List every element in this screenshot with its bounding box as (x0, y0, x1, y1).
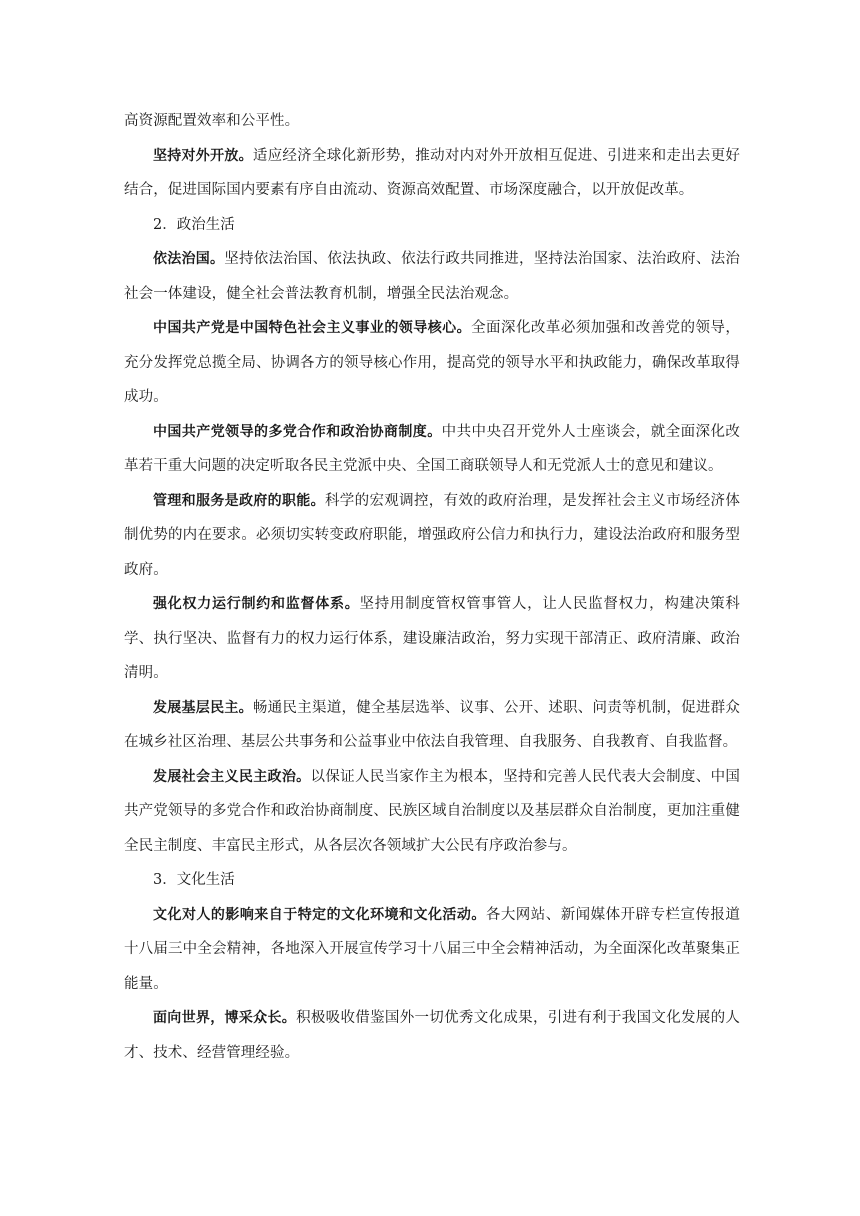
paragraph-body: 全面深化改革必须加强和改善党的领导，充分发挥党总揽全局、协调各方的领导核心作用，提高党的领导水平和执政能力，确保改革取得成功。 (124, 320, 740, 405)
paragraph-lead: 依法治国。 (153, 251, 225, 267)
paragraph-lead: 发展社会主义民主政治。 (153, 768, 311, 785)
paragraph-body: 科学的宏观调控，有效的政府治理，是发挥社会主义市场经济体制优势的内在要求。必须切实转变政府职能，增强政府公信力和执行力，建设法治政府和服务型政府。 (124, 492, 740, 578)
paragraph-body: 适应经济全球化新形势，推动对内对外开放相互促进、引进来和走出去更好结合，促进国际国内要素有序自由流动、资源高效配置、市场深度融合，以开放促改革。 (124, 147, 741, 198)
paragraph-body: 各大网站、新闻媒体开辟专栏宣传报道十八届三中全会精神，各地深入开展宣传学习十八届三中全会精神活动，为全面深化改革聚集正能量。 (124, 906, 740, 992)
paragraph-body: 以保证人民当家作主为根本，坚持和完善人民代表大会制度、中国共产党领导的多党合作和政治协商制度、民族区域自治制度以及基层群众自治制度，更加注重健全民主制度、丰富民主形式，从各层次各领域扩大公民有序政治参与。 (124, 768, 740, 854)
paragraph-cultural-influence (124, 898, 740, 1002)
paragraph-opening-up (124, 139, 740, 208)
paragraph-rule-of-law (124, 242, 740, 311)
paragraph-body: 高资源配置效率和公平性。 (124, 113, 300, 129)
paragraph-lead: 坚持对外开放。 (153, 147, 253, 164)
paragraph-socialist-democracy (124, 760, 740, 864)
paragraph-government-functions (124, 484, 740, 588)
section-heading-politics (124, 208, 740, 243)
section-heading-culture (124, 863, 740, 898)
paragraph-body: 坚持依法治国、依法执政、依法行政共同推进，坚持法治国家、法治政府、法治社会一体建设，健全社会普法教育机制，增强全民法治观念。 (124, 251, 741, 302)
paragraph-power-supervision (124, 587, 740, 691)
paragraph-party-leadership (124, 311, 740, 415)
paragraph-grassroots-democracy (124, 691, 740, 760)
paragraph-continuation (124, 104, 740, 139)
paragraph-world-learning (124, 1001, 740, 1070)
paragraph-body: 畅通民主渠道，健全基层选举、议事、公开、述职、问责等机制，促进群众在城乡社区治理、基层公共事务和公益事业中依法自我管理、自我服务、自我教育、自我监督。 (124, 699, 741, 750)
paragraph-lead: 面向世界，博采众长。 (153, 1010, 297, 1026)
paragraph-lead: 管理和服务是政府的职能。 (153, 492, 325, 509)
paragraph-lead: 发展基层民主。 (153, 699, 253, 716)
paragraph-lead: 中国共产党是中国特色社会主义事业的领导核心。 (153, 320, 472, 336)
paragraph-lead: 文化对人的影响来自于特定的文化环境和文化活动。 (153, 906, 486, 923)
paragraph-multiparty-cooperation (124, 415, 740, 484)
paragraph-lead: 强化权力运行制约和监督体系。 (153, 596, 360, 612)
paragraph-body: 中共中央召开党外人士座谈会，就全面深化改革若干重大问题的决定听取各民主党派中央、全国工商联领导人和无党派人士的意见和建议。 (124, 423, 741, 474)
document-page (124, 104, 740, 1070)
paragraph-body: 坚持用制度管权管事管人，让人民监督权力，构建决策科学、执行坚决、监督有力的权力运行体系，建设廉洁政治，努力实现干部清正、政府清廉、政治清明。 (124, 596, 740, 681)
section-heading-text: 2．政治生活 (153, 216, 235, 233)
paragraph-body: 积极吸收借鉴国外一切优秀文化成果，引进有利于我国文化发展的人才、技术、经营管理经验。 (124, 1010, 741, 1061)
paragraph-lead: 中国共产党领导的多党合作和政治协商制度。 (153, 423, 442, 440)
section-heading-text: 3．文化生活 (153, 872, 235, 888)
